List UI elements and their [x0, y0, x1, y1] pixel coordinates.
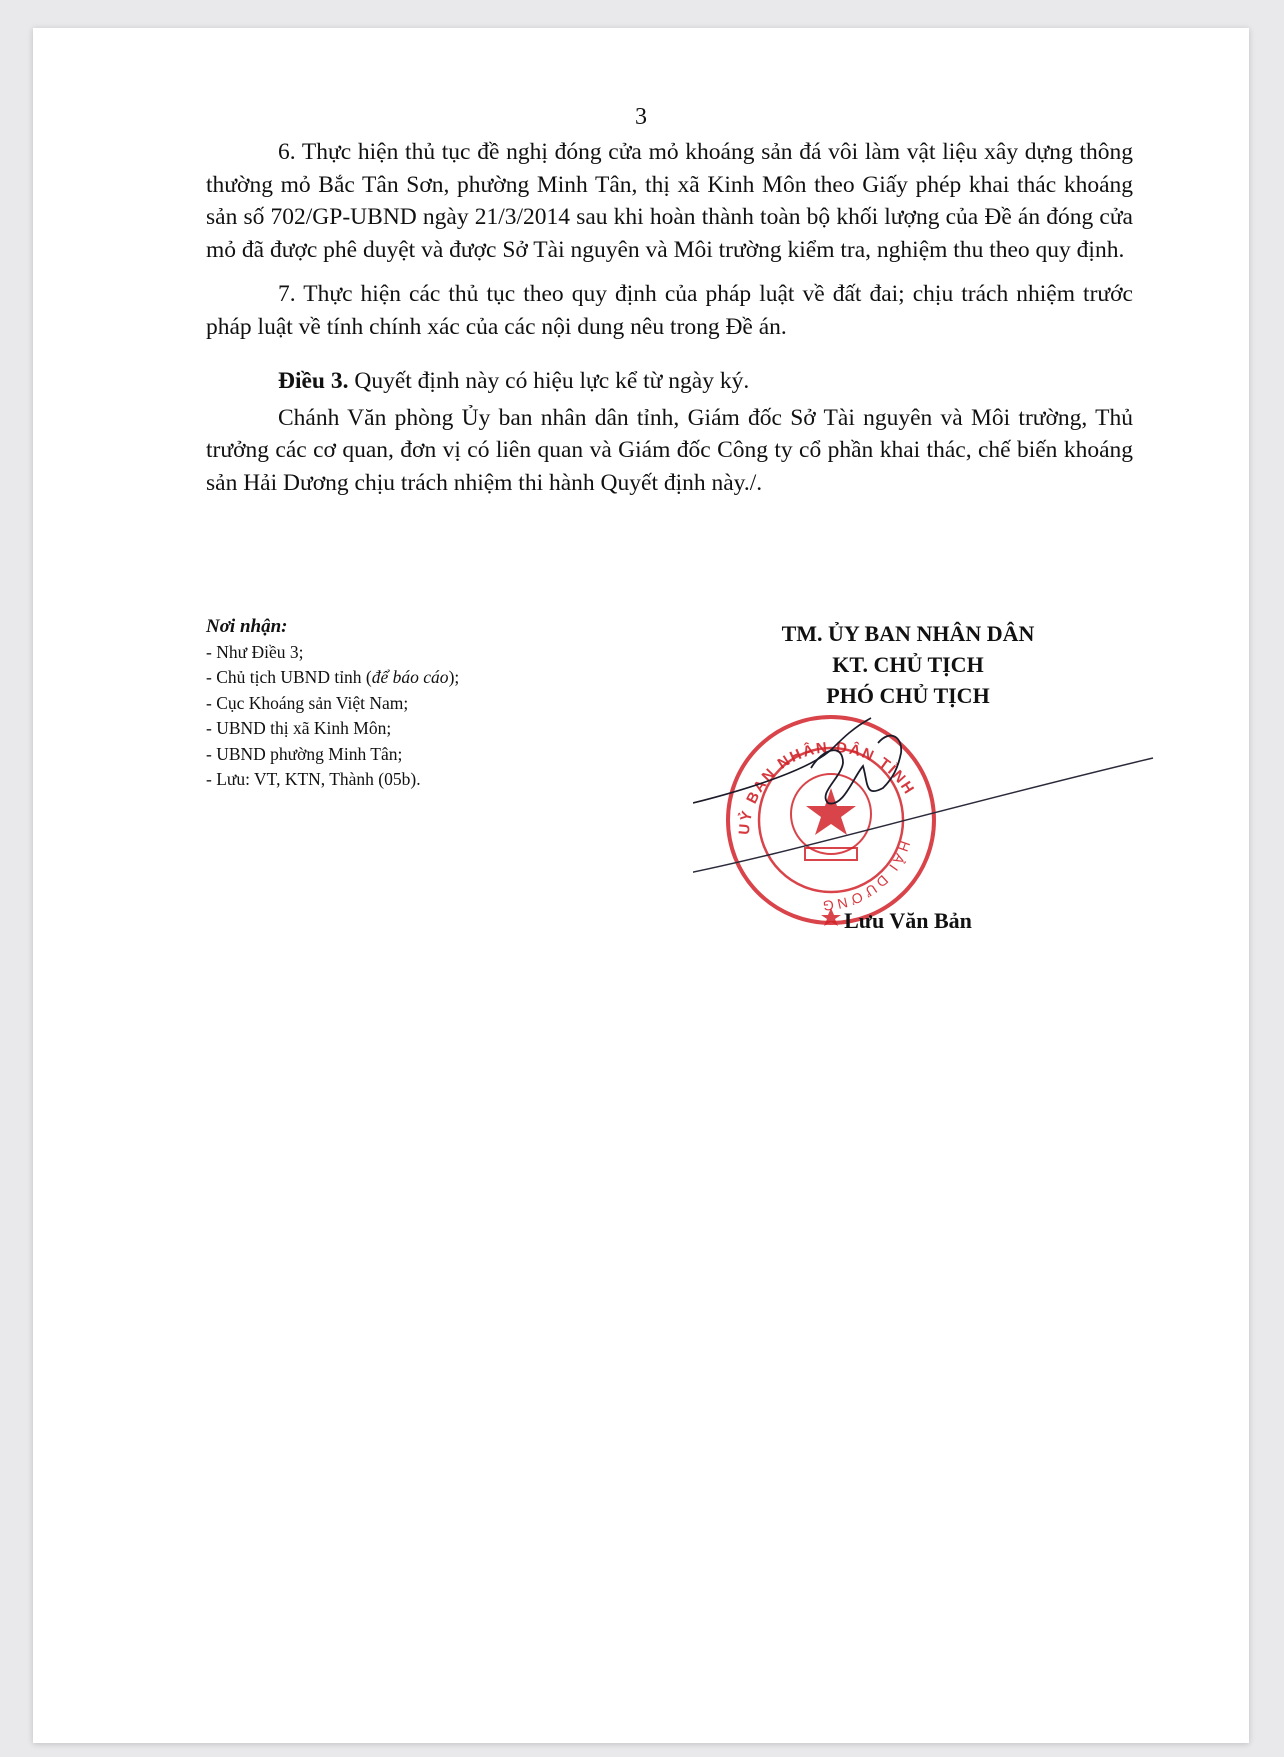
signature-line-2: KT. CHỦ TỊCH: [832, 652, 984, 677]
recipient-item: - UBND thị xã Kinh Môn;: [206, 718, 392, 738]
paragraph-6: 6. Thực hiện thủ tục đề nghị đóng cửa mỏ khoáng sản đá vôi làm vật liệu xây dựng thông thường mỏ Bắc Tân Sơn, phường Minh Tân, thị xã Kinh Môn theo Giấy phép khai thác khoáng sản số 702/GP-UBND ngày 21/3/2014 sau khi hoàn thành toàn bộ khối lượng của Đề án đóng cửa mỏ đã được phê duyệt và được Sở Tài nguyên và Môi trường kiểm tra, nghiệm thu theo quy định.: [206, 139, 1133, 263]
recipients-title: Nơi nhận:: [206, 616, 288, 637]
article-3-text: Quyết định này có hiệu lực kể từ ngày ký.: [348, 368, 750, 394]
signature-line-3: PHÓ CHỦ TỊCH: [826, 683, 990, 708]
svg-text:HẢI DƯƠNG: HẢI DƯƠNG: [819, 838, 914, 915]
recipient-item: - UBND phường Minh Tân;: [206, 743, 403, 764]
document-page: [33, 28, 1249, 1743]
recipient-item: - Như Điều 3;: [206, 641, 304, 662]
recipients-block: [206, 614, 626, 793]
recipient-item: - Cục Khoáng sản Việt Nam;: [206, 692, 409, 713]
handwritten-signature-icon: [693, 708, 1163, 928]
article-3-label: Điều 3.: [278, 368, 349, 394]
paragraph-final: Chánh Văn phòng Ủy ban nhân dân tỉnh, Giám đốc Sở Tài nguyên và Môi trường, Thủ trưởng các cơ quan, đơn vị có liên quan và Giám đốc Công ty cổ phần khai thác, chế biến khoáng sản Hải Dương chịu trách nhiệm thi hành Quyết định này./.: [206, 404, 1133, 496]
page-number: 3: [635, 104, 647, 130]
signature-title-block: [693, 618, 1123, 711]
document-body: [206, 136, 1133, 499]
signature-line-1: TM. ỦY BAN NHÂN DÂN: [781, 621, 1035, 646]
paragraph-7: 7. Thực hiện các thủ tục theo quy định của pháp luật về đất đai; chịu trách nhiệm trước pháp luật về tính chính xác của các nội dung nêu trong Đề án.: [206, 281, 1133, 340]
recipient-item-text: - Chủ tịch UBND tỉnh (: [206, 667, 372, 687]
signer-name: Lưu Văn Bản: [844, 908, 972, 933]
recipient-item-note: để báo cáo: [371, 667, 449, 687]
recipient-item: - Lưu: VT, KTN, Thành (05b).: [206, 769, 421, 789]
svg-text:UỶ BAN NHÂN DÂN TỈNH: UỶ BAN NHÂN DÂN TỈNH: [735, 739, 919, 836]
recipient-item-end: );: [448, 667, 460, 687]
recipient-item: [206, 665, 626, 691]
article-3: [206, 365, 1133, 398]
